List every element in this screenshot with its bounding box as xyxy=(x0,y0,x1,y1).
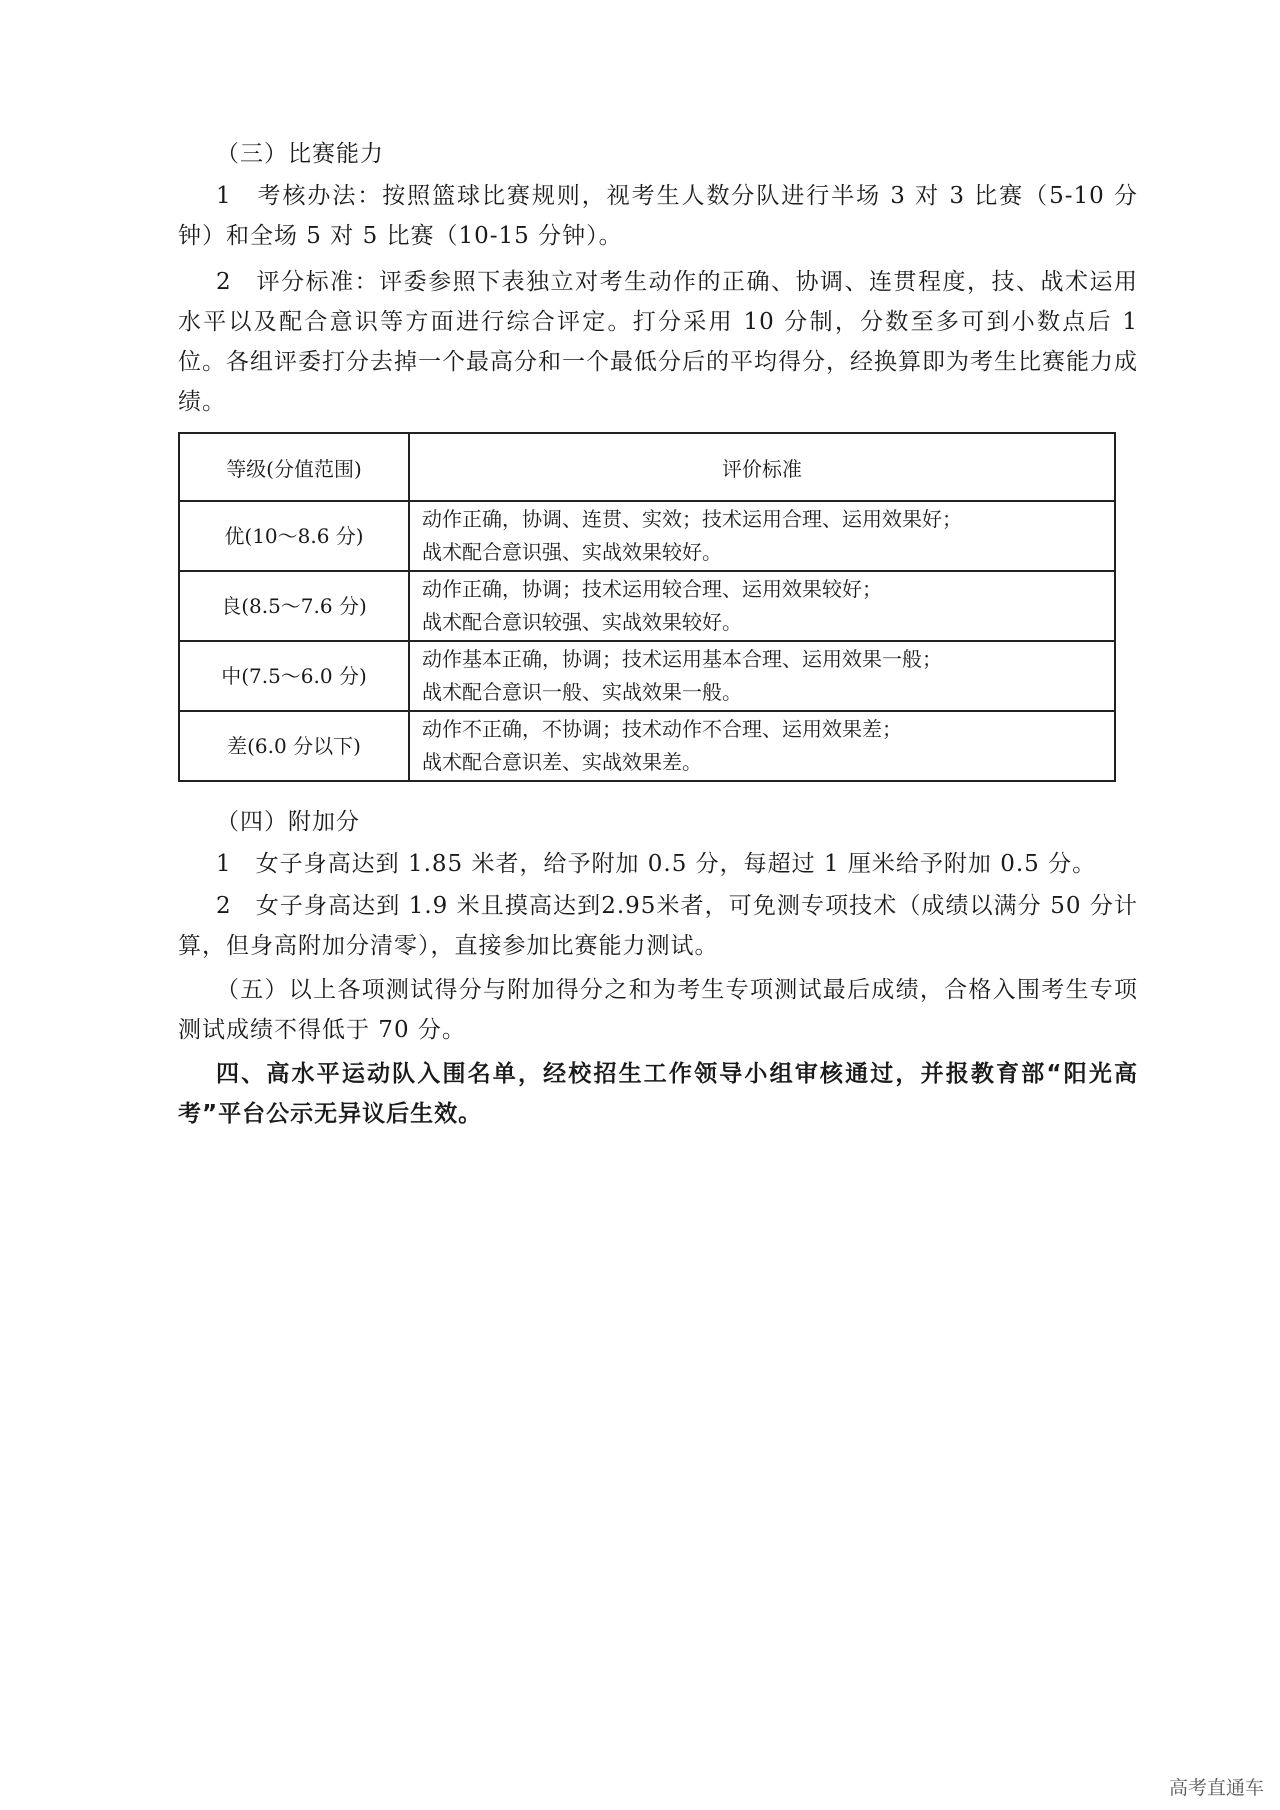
criteria-line: 战术配合意识较强、实战效果较好。 xyxy=(422,610,742,634)
level-cell: 良(8.5～7.6 分) xyxy=(179,571,409,641)
table-row xyxy=(179,571,1115,641)
table-row xyxy=(179,641,1115,711)
criteria-cell xyxy=(409,571,1115,641)
level-cell: 中(7.5～6.0 分) xyxy=(179,641,409,711)
header-criteria: 评价标准 xyxy=(409,433,1115,501)
section3-heading: （三）比赛能力 xyxy=(216,141,384,167)
criteria-line: 战术配合意识一般、实战效果一般。 xyxy=(422,680,742,704)
section-four-bold: 四、高水平运动队入围名单，经校招生工作领导小组审核通过，并报教育部“阳光高考”平台公示无异议后生效。 xyxy=(178,1061,1138,1127)
criteria-line: 动作不正确，不协调；技术动作不合理、运用效果差； xyxy=(422,717,902,741)
table-row xyxy=(179,711,1115,781)
section3-item2: 2 评分标准：评委参照下表独立对考生动作的正确、协调、连贯程度，技、战术运用水平以及配合意识等方面进行综合评定。打分采用 10 分制，分数至多可到小数点后 1 位。各组评委打分去掉一个最高分和一个最低分后的平均得分，经换算即为考生比赛能力成绩。 xyxy=(178,269,1138,415)
level-cell: 优(10～8.6 分) xyxy=(179,501,409,571)
header-level: 等级(分值范围) xyxy=(179,433,409,501)
section4-item1: 1 女子身高达到 1.85 米者，给予附加 0.5 分，每超过 1 厘米给予附加 0.5 分。 xyxy=(216,851,1097,877)
criteria-cell xyxy=(409,501,1115,571)
criteria-line: 动作基本正确，协调；技术运用基本合理、运用效果一般； xyxy=(422,647,942,671)
criteria-cell xyxy=(409,641,1115,711)
table-row xyxy=(179,501,1115,571)
criteria-line: 战术配合意识差、实战效果差。 xyxy=(422,750,702,774)
criteria-line: 动作正确，协调；技术运用较合理、运用效果较好； xyxy=(422,577,882,601)
section4-heading: （四）附加分 xyxy=(216,809,360,835)
criteria-line: 动作正确，协调、连贯、实效；技术运用合理、运用效果好； xyxy=(422,507,962,531)
criteria-cell xyxy=(409,711,1115,781)
section4-item2: 2 女子身高达到 1.9 米且摸高达到2.95米者，可免测专项技术（成绩以满分 50 分计算，但身高附加分清零），直接参加比赛能力测试。 xyxy=(178,893,1138,959)
grading-table xyxy=(178,432,1116,782)
watermark: 高考直通车 xyxy=(1168,1777,1264,1799)
level-cell: 差(6.0 分以下) xyxy=(179,711,409,781)
section5-text: （五）以上各项测试得分与附加得分之和为考生专项测试最后成绩，合格入围考生专项测试成绩不得低于 70 分。 xyxy=(178,977,1138,1043)
criteria-line: 战术配合意识强、实战效果较好。 xyxy=(422,540,722,564)
table-header-row xyxy=(179,433,1115,501)
section3-item1: 1 考核办法：按照篮球比赛规则，视考生人数分队进行半场 3 对 3 比赛（5-10 分钟）和全场 5 对 5 比赛（10-15 分钟）。 xyxy=(178,183,1138,249)
